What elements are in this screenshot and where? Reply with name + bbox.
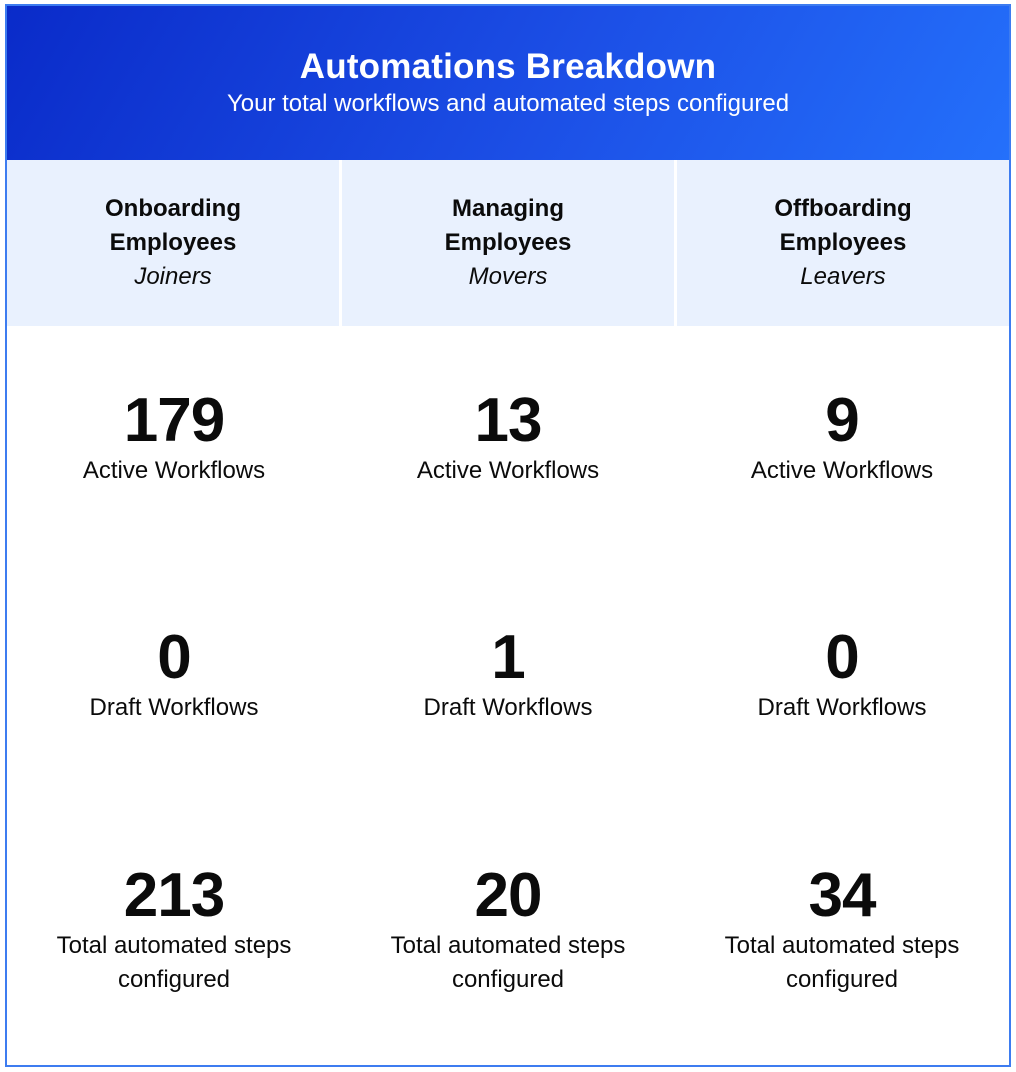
card-header (7, 6, 1009, 160)
stat-label: Total automated steps configured (724, 932, 960, 993)
column-subname: Leavers (800, 263, 886, 290)
automated-steps-stat (7, 801, 341, 1038)
card-title: Automations Breakdown (299, 47, 717, 86)
column-header-onboarding (7, 160, 339, 326)
stat-value: 1 (491, 623, 525, 692)
stat-label: Active Workflows (750, 457, 934, 484)
column-headers (7, 160, 1009, 326)
stats-grid (7, 326, 1009, 1038)
stats-column-onboarding (7, 326, 341, 1038)
stat-value: 0 (157, 623, 191, 692)
stat-label: Draft Workflows (89, 694, 259, 721)
column-subname: Joiners (134, 263, 212, 290)
stats-column-offboarding (675, 326, 1009, 1038)
stats-column-managing (341, 326, 675, 1038)
active-workflows-stat (341, 326, 675, 563)
stat-label: Total automated steps configured (56, 932, 292, 993)
stat-label: Active Workflows (82, 457, 266, 484)
active-workflows-stat (7, 326, 341, 563)
column-name: Offboarding Employees (774, 195, 912, 256)
automated-steps-stat (675, 801, 1009, 1038)
automated-steps-stat (341, 801, 675, 1038)
stat-value: 20 (474, 861, 542, 930)
draft-workflows-stat (341, 563, 675, 801)
stat-value: 13 (474, 386, 542, 455)
active-workflows-stat (675, 326, 1009, 563)
card-subtitle: Your total workflows and automated steps configured (226, 90, 790, 117)
stat-value: 0 (825, 623, 859, 692)
stat-value: 179 (123, 386, 225, 455)
stat-label: Draft Workflows (423, 694, 593, 721)
column-header-managing (342, 160, 674, 326)
stat-value: 213 (123, 861, 225, 930)
stat-label: Active Workflows (416, 457, 600, 484)
column-subname: Movers (468, 263, 548, 290)
stat-label: Total automated steps configured (390, 932, 626, 993)
column-name: Onboarding Employees (105, 195, 241, 256)
automations-breakdown-card (5, 4, 1011, 1067)
stat-value: 9 (825, 386, 859, 455)
column-header-offboarding (677, 160, 1009, 326)
stat-label: Draft Workflows (757, 694, 927, 721)
draft-workflows-stat (7, 563, 341, 801)
draft-workflows-stat (675, 563, 1009, 801)
column-name: Managing Employees (444, 195, 572, 256)
stat-value: 34 (808, 861, 876, 930)
